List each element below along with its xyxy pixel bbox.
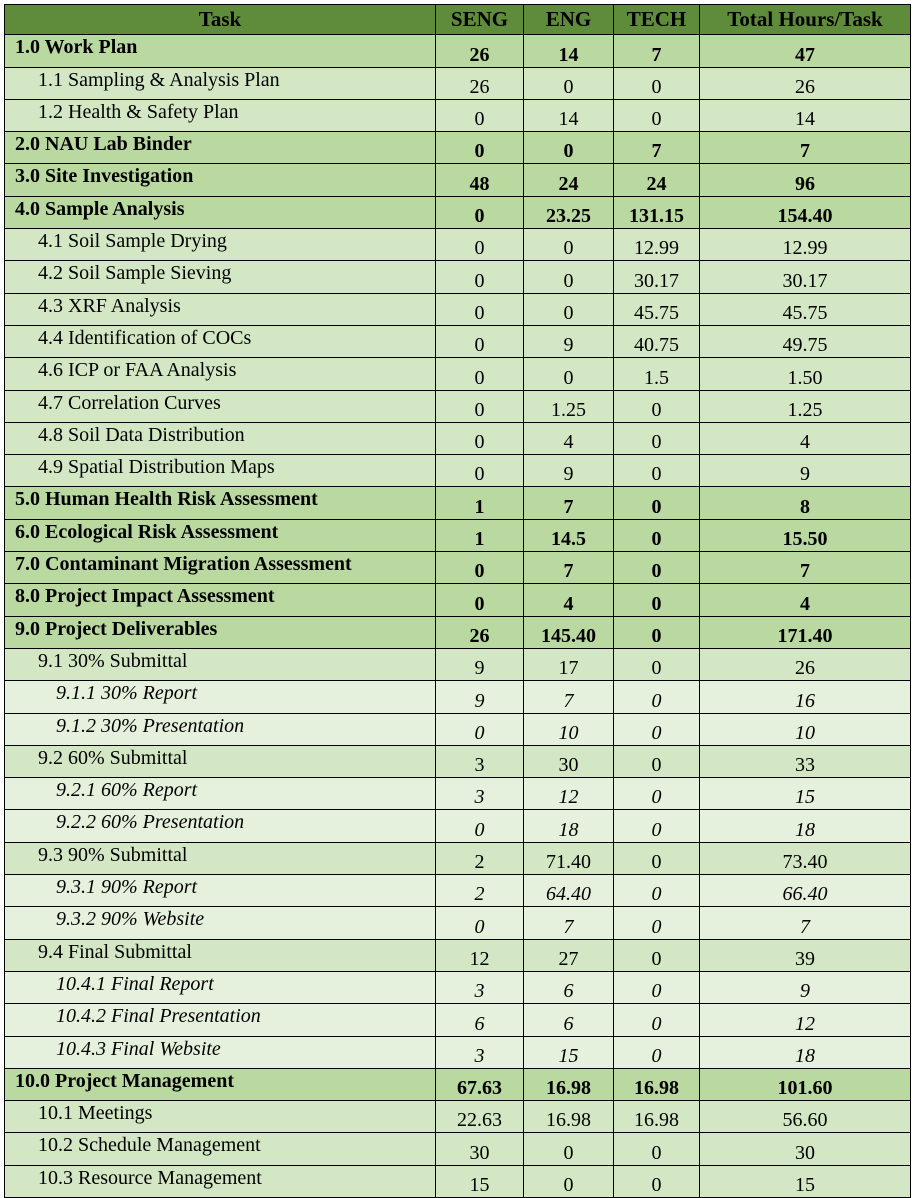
- table-row: [5, 1165, 911, 1197]
- seng-hours-cell: 3: [436, 778, 524, 810]
- total-hours-cell: 10: [700, 713, 911, 745]
- tech-hours-cell: 40.75: [614, 325, 700, 357]
- eng-hours-cell: 14.5: [524, 519, 614, 551]
- eng-hours-cell: 0: [524, 261, 614, 293]
- eng-hours-cell: 145.40: [524, 616, 614, 648]
- tech-hours-cell: 16.98: [614, 1068, 700, 1100]
- eng-hours-cell: 9: [524, 325, 614, 357]
- total-hours-cell: 15.50: [700, 519, 911, 551]
- tech-hours-cell: 0: [614, 552, 700, 584]
- seng-hours-cell: 0: [436, 390, 524, 422]
- table-row: [5, 584, 911, 616]
- header-total-hours: Total Hours/Task: [700, 5, 911, 35]
- task-cell: 4.0 Sample Analysis: [5, 196, 436, 228]
- table-row: [5, 1036, 911, 1068]
- seng-hours-cell: 9: [436, 681, 524, 713]
- total-hours-cell: 1.50: [700, 358, 911, 390]
- seng-hours-cell: 0: [436, 293, 524, 325]
- table-row: [5, 713, 911, 745]
- seng-hours-cell: 0: [436, 810, 524, 842]
- tech-hours-cell: 0: [614, 455, 700, 487]
- total-hours-cell: 171.40: [700, 616, 911, 648]
- tech-hours-cell: 0: [614, 1004, 700, 1036]
- total-hours-cell: 16: [700, 681, 911, 713]
- tech-hours-cell: 0: [614, 971, 700, 1003]
- total-hours-cell: 8: [700, 487, 911, 519]
- total-hours-cell: 30: [700, 1133, 911, 1165]
- task-cell: 10.4.1 Final Report: [5, 971, 436, 1003]
- seng-hours-cell: 22.63: [436, 1101, 524, 1133]
- seng-hours-cell: 26: [436, 67, 524, 99]
- tech-hours-cell: 1.5: [614, 358, 700, 390]
- seng-hours-cell: 0: [436, 907, 524, 939]
- task-cell: 1.0 Work Plan: [5, 35, 436, 67]
- task-cell: 4.9 Spatial Distribution Maps: [5, 455, 436, 487]
- table-row: [5, 1101, 911, 1133]
- tech-hours-cell: 0: [614, 422, 700, 454]
- table-row: [5, 681, 911, 713]
- tech-hours-cell: 12.99: [614, 229, 700, 261]
- seng-hours-cell: 3: [436, 745, 524, 777]
- task-cell: 10.0 Project Management: [5, 1068, 436, 1100]
- seng-hours-cell: 6: [436, 1004, 524, 1036]
- seng-hours-cell: 0: [436, 196, 524, 228]
- eng-hours-cell: 0: [524, 1165, 614, 1197]
- eng-hours-cell: 14: [524, 35, 614, 67]
- table-row: [5, 132, 911, 164]
- seng-hours-cell: 48: [436, 164, 524, 196]
- task-hours-table: [4, 4, 911, 1198]
- eng-hours-cell: 23.25: [524, 196, 614, 228]
- table-row: [5, 358, 911, 390]
- table-row: [5, 487, 911, 519]
- eng-hours-cell: 71.40: [524, 842, 614, 874]
- table-row: [5, 455, 911, 487]
- eng-hours-cell: 24: [524, 164, 614, 196]
- task-cell: 4.1 Soil Sample Drying: [5, 229, 436, 261]
- tech-hours-cell: 24: [614, 164, 700, 196]
- tech-hours-cell: 0: [614, 648, 700, 680]
- tech-hours-cell: 0: [614, 1133, 700, 1165]
- table-row: [5, 390, 911, 422]
- total-hours-cell: 12.99: [700, 229, 911, 261]
- header-tech: TECH: [614, 5, 700, 35]
- seng-hours-cell: 2: [436, 875, 524, 907]
- eng-hours-cell: 15: [524, 1036, 614, 1068]
- table-row: [5, 196, 911, 228]
- eng-hours-cell: 7: [524, 487, 614, 519]
- seng-hours-cell: 26: [436, 616, 524, 648]
- task-cell: 4.8 Soil Data Distribution: [5, 422, 436, 454]
- header-task: Task: [5, 5, 436, 35]
- task-cell: 9.3.2 90% Website: [5, 907, 436, 939]
- total-hours-cell: 4: [700, 584, 911, 616]
- seng-hours-cell: 0: [436, 422, 524, 454]
- task-cell: 10.1 Meetings: [5, 1101, 436, 1133]
- table-row: [5, 164, 911, 196]
- eng-hours-cell: 0: [524, 67, 614, 99]
- total-hours-cell: 1.25: [700, 390, 911, 422]
- total-hours-cell: 101.60: [700, 1068, 911, 1100]
- tech-hours-cell: 0: [614, 584, 700, 616]
- seng-hours-cell: 0: [436, 99, 524, 131]
- eng-hours-cell: 0: [524, 229, 614, 261]
- seng-hours-cell: 0: [436, 261, 524, 293]
- table-row: [5, 971, 911, 1003]
- table-row: [5, 552, 911, 584]
- table-row: [5, 907, 911, 939]
- tech-hours-cell: 0: [614, 1165, 700, 1197]
- table-row: [5, 1068, 911, 1100]
- table-row: [5, 229, 911, 261]
- total-hours-cell: 18: [700, 1036, 911, 1068]
- seng-hours-cell: 0: [436, 713, 524, 745]
- seng-hours-cell: 67.63: [436, 1068, 524, 1100]
- table-row: [5, 99, 911, 131]
- total-hours-cell: 15: [700, 778, 911, 810]
- seng-hours-cell: 30: [436, 1133, 524, 1165]
- total-hours-cell: 7: [700, 552, 911, 584]
- tech-hours-cell: 0: [614, 907, 700, 939]
- total-hours-cell: 26: [700, 648, 911, 680]
- seng-hours-cell: 15: [436, 1165, 524, 1197]
- eng-hours-cell: 64.40: [524, 875, 614, 907]
- table-row: [5, 648, 911, 680]
- eng-hours-cell: 9: [524, 455, 614, 487]
- eng-hours-cell: 0: [524, 132, 614, 164]
- tech-hours-cell: 0: [614, 616, 700, 648]
- task-cell: 1.2 Health & Safety Plan: [5, 99, 436, 131]
- total-hours-cell: 45.75: [700, 293, 911, 325]
- task-cell: 9.4 Final Submittal: [5, 939, 436, 971]
- total-hours-cell: 47: [700, 35, 911, 67]
- tech-hours-cell: 0: [614, 99, 700, 131]
- eng-hours-cell: 4: [524, 422, 614, 454]
- task-cell: 10.3 Resource Management: [5, 1165, 436, 1197]
- task-cell: 4.4 Identification of COCs: [5, 325, 436, 357]
- task-cell: 4.3 XRF Analysis: [5, 293, 436, 325]
- tech-hours-cell: 7: [614, 35, 700, 67]
- task-cell: 8.0 Project Impact Assessment: [5, 584, 436, 616]
- total-hours-cell: 26: [700, 67, 911, 99]
- total-hours-cell: 33: [700, 745, 911, 777]
- table-row: [5, 325, 911, 357]
- tech-hours-cell: 131.15: [614, 196, 700, 228]
- total-hours-cell: 39: [700, 939, 911, 971]
- total-hours-cell: 15: [700, 1165, 911, 1197]
- tech-hours-cell: 45.75: [614, 293, 700, 325]
- total-hours-cell: 18: [700, 810, 911, 842]
- tech-hours-cell: 7: [614, 132, 700, 164]
- table-row: [5, 939, 911, 971]
- table-row: [5, 875, 911, 907]
- seng-hours-cell: 3: [436, 1036, 524, 1068]
- eng-hours-cell: 6: [524, 971, 614, 1003]
- table-row: [5, 1133, 911, 1165]
- eng-hours-cell: 7: [524, 681, 614, 713]
- eng-hours-cell: 0: [524, 1133, 614, 1165]
- total-hours-cell: 7: [700, 132, 911, 164]
- task-cell: 10.4.2 Final Presentation: [5, 1004, 436, 1036]
- total-hours-cell: 14: [700, 99, 911, 131]
- total-hours-cell: 9: [700, 971, 911, 1003]
- task-cell: 4.7 Correlation Curves: [5, 390, 436, 422]
- task-cell: 9.1.1 30% Report: [5, 681, 436, 713]
- total-hours-cell: 56.60: [700, 1101, 911, 1133]
- tech-hours-cell: 0: [614, 67, 700, 99]
- total-hours-cell: 49.75: [700, 325, 911, 357]
- tech-hours-cell: 0: [614, 810, 700, 842]
- task-cell: 9.2 60% Submittal: [5, 745, 436, 777]
- total-hours-cell: 12: [700, 1004, 911, 1036]
- table-row: [5, 67, 911, 99]
- eng-hours-cell: 17: [524, 648, 614, 680]
- seng-hours-cell: 26: [436, 35, 524, 67]
- table-row: [5, 35, 911, 67]
- task-cell: 10.2 Schedule Management: [5, 1133, 436, 1165]
- tech-hours-cell: 16.98: [614, 1101, 700, 1133]
- table-row: [5, 616, 911, 648]
- task-cell: 3.0 Site Investigation: [5, 164, 436, 196]
- tech-hours-cell: 0: [614, 875, 700, 907]
- task-cell: 9.1 30% Submittal: [5, 648, 436, 680]
- eng-hours-cell: 1.25: [524, 390, 614, 422]
- total-hours-cell: 96: [700, 164, 911, 196]
- hours-table-container: [4, 4, 911, 1198]
- seng-hours-cell: 1: [436, 487, 524, 519]
- header-row: [5, 5, 911, 35]
- table-row: [5, 261, 911, 293]
- seng-hours-cell: 0: [436, 229, 524, 261]
- tech-hours-cell: 0: [614, 713, 700, 745]
- table-row: [5, 842, 911, 874]
- header-eng: ENG: [524, 5, 614, 35]
- tech-hours-cell: 0: [614, 778, 700, 810]
- task-cell: 7.0 Contaminant Migration Assessment: [5, 552, 436, 584]
- task-cell: 1.1 Sampling & Analysis Plan: [5, 67, 436, 99]
- table-row: [5, 810, 911, 842]
- table-row: [5, 1004, 911, 1036]
- seng-hours-cell: 12: [436, 939, 524, 971]
- seng-hours-cell: 0: [436, 584, 524, 616]
- tech-hours-cell: 0: [614, 390, 700, 422]
- table-row: [5, 293, 911, 325]
- total-hours-cell: 66.40: [700, 875, 911, 907]
- task-cell: 9.2.2 60% Presentation: [5, 810, 436, 842]
- tech-hours-cell: 30.17: [614, 261, 700, 293]
- eng-hours-cell: 0: [524, 293, 614, 325]
- eng-hours-cell: 18: [524, 810, 614, 842]
- seng-hours-cell: 2: [436, 842, 524, 874]
- eng-hours-cell: 7: [524, 552, 614, 584]
- eng-hours-cell: 14: [524, 99, 614, 131]
- eng-hours-cell: 12: [524, 778, 614, 810]
- tech-hours-cell: 0: [614, 745, 700, 777]
- task-cell: 9.3 90% Submittal: [5, 842, 436, 874]
- task-cell: 4.6 ICP or FAA Analysis: [5, 358, 436, 390]
- eng-hours-cell: 30: [524, 745, 614, 777]
- eng-hours-cell: 6: [524, 1004, 614, 1036]
- seng-hours-cell: 1: [436, 519, 524, 551]
- table-row: [5, 745, 911, 777]
- task-cell: 4.2 Soil Sample Sieving: [5, 261, 436, 293]
- seng-hours-cell: 0: [436, 132, 524, 164]
- task-cell: 6.0 Ecological Risk Assessment: [5, 519, 436, 551]
- task-cell: 9.1.2 30% Presentation: [5, 713, 436, 745]
- total-hours-cell: 7: [700, 907, 911, 939]
- eng-hours-cell: 4: [524, 584, 614, 616]
- tech-hours-cell: 0: [614, 681, 700, 713]
- table-row: [5, 519, 911, 551]
- task-cell: 2.0 NAU Lab Binder: [5, 132, 436, 164]
- seng-hours-cell: 0: [436, 325, 524, 357]
- total-hours-cell: 30.17: [700, 261, 911, 293]
- seng-hours-cell: 3: [436, 971, 524, 1003]
- eng-hours-cell: 16.98: [524, 1068, 614, 1100]
- eng-hours-cell: 27: [524, 939, 614, 971]
- seng-hours-cell: 0: [436, 552, 524, 584]
- table-row: [5, 422, 911, 454]
- tech-hours-cell: 0: [614, 487, 700, 519]
- seng-hours-cell: 9: [436, 648, 524, 680]
- tech-hours-cell: 0: [614, 1036, 700, 1068]
- task-cell: 9.2.1 60% Report: [5, 778, 436, 810]
- total-hours-cell: 9: [700, 455, 911, 487]
- eng-hours-cell: 16.98: [524, 1101, 614, 1133]
- total-hours-cell: 154.40: [700, 196, 911, 228]
- header-seng: SENG: [436, 5, 524, 35]
- tech-hours-cell: 0: [614, 842, 700, 874]
- task-cell: 10.4.3 Final Website: [5, 1036, 436, 1068]
- task-cell: 9.3.1 90% Report: [5, 875, 436, 907]
- seng-hours-cell: 0: [436, 455, 524, 487]
- total-hours-cell: 73.40: [700, 842, 911, 874]
- seng-hours-cell: 0: [436, 358, 524, 390]
- tech-hours-cell: 0: [614, 519, 700, 551]
- total-hours-cell: 4: [700, 422, 911, 454]
- eng-hours-cell: 10: [524, 713, 614, 745]
- task-cell: 5.0 Human Health Risk Assessment: [5, 487, 436, 519]
- tech-hours-cell: 0: [614, 939, 700, 971]
- task-cell: 9.0 Project Deliverables: [5, 616, 436, 648]
- eng-hours-cell: 0: [524, 358, 614, 390]
- eng-hours-cell: 7: [524, 907, 614, 939]
- table-row: [5, 778, 911, 810]
